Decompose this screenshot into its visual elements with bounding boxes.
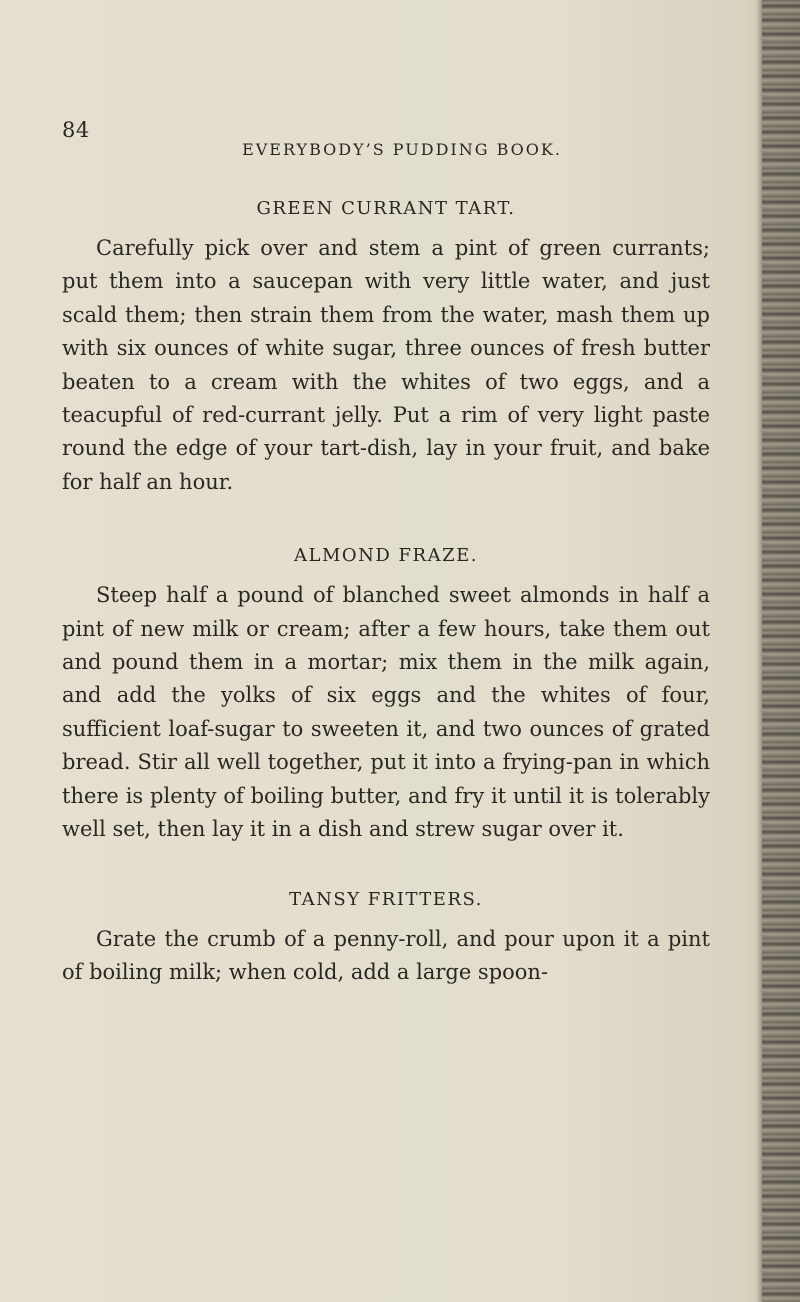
book-spine <box>762 0 800 1302</box>
recipe-title: GREEN CURRANT TART. <box>256 198 516 219</box>
section-spacer <box>62 847 710 887</box>
running-title: EVERYBODY’S PUDDING BOOK. <box>242 140 562 159</box>
page-number: 84 <box>62 118 90 142</box>
recipe-title: ALMOND FRAZE. <box>294 545 478 567</box>
recipe-body: Grate the crumb of a penny-roll, and pour upon it a pint of boiling milk; when cold, add a large spoon- <box>62 926 710 984</box>
recipe-almond-fraze <box>62 543 710 846</box>
page-header <box>62 118 722 164</box>
page-content <box>62 196 710 989</box>
recipe-green-currant-tart <box>62 196 710 499</box>
recipe-body: Carefully pick over and stem a pint of green currants; put them into a saucepan with very little water, and just scald them; then strain them from the water, mash them up with six ounces of white sugar, three ounces of fresh butter beaten to a cream with the whites of two eggs, and a teacupful of red-currant jelly. Put a rim of very light paste round the edge of your tart-dish, lay in your fruit, and bake for half an hour. <box>62 236 710 494</box>
recipe-title: TANSY FRITTERS. <box>289 888 483 910</box>
recipe-tansy-fritters <box>62 887 710 990</box>
recipe-body: Steep half a pound of blanched sweet almonds in half a pint of new milk or cream; after a few hours, take them out and pound them in a mortar; mix them in the milk again, and add the yolks of six eggs and the whites of four, sufficient loaf-sugar to sweeten it, and two ounces of grated bread. Stir all well together, put it into a frying-pan in which there is plenty of boiling butter, and fry it until it is tolerably well set, then lay it in a dish and strew sugar over it. <box>62 583 710 842</box>
section-spacer <box>62 499 710 543</box>
